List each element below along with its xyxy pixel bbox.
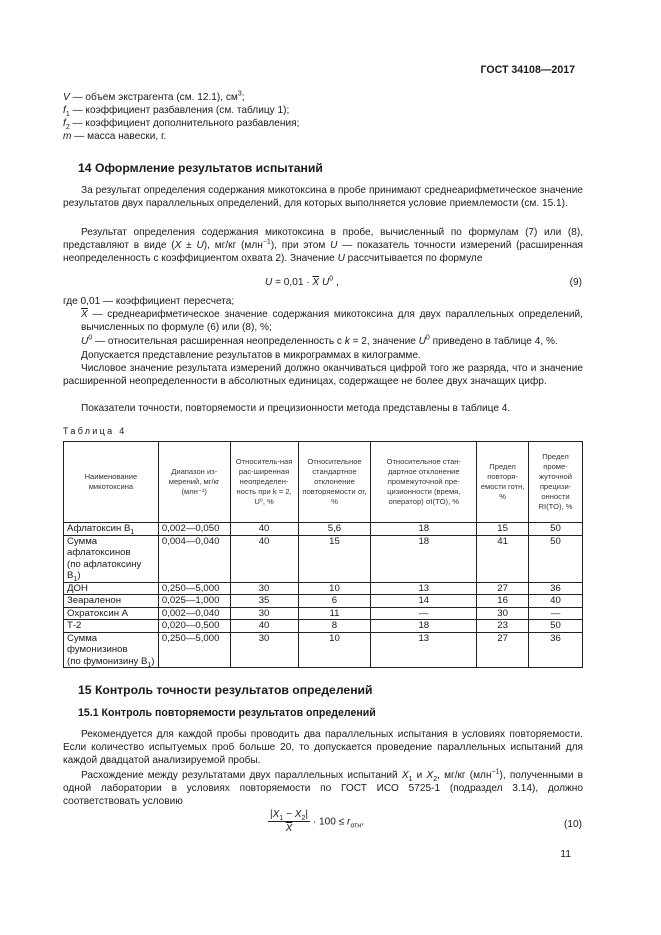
page-number: 11 [560, 849, 571, 860]
where-x: $\overline{X}$ — среднеарифметическое значение содержания микотоксина для двух параллельных определений, вычисленных по формуле (6) или (8), %; [81, 309, 583, 334]
cell-range: 0,002—0,050 [158, 523, 230, 536]
cell-si: 18 [371, 535, 477, 582]
section-15-p2: Расхождение между результатами двух параллельных испытаний $X_1$ и $X_2$, мг/кг (млн$^{-1}$), полученными в одной лаборатории в условиях повторяемости по ГОСТ ИСО 5725-1 (подраздел 3.14), должно соответствовать условию [63, 768, 584, 808]
section-14-p3: Допускается представление результатов в микрограммах в килограмме. [81, 350, 421, 361]
header-range: Диапазон из-мерений, мг/кг (млн⁻¹) [158, 442, 230, 523]
where-coef: где 0,01 — коэффициент пересчета; [63, 296, 235, 307]
table-row [64, 607, 583, 620]
variable-list [63, 91, 583, 143]
cell-range: 0,025—1,000 [158, 595, 230, 608]
cell-u: 40 [230, 620, 298, 633]
cell-r: 27 [477, 632, 529, 668]
table-4 [63, 441, 583, 668]
table-row [64, 523, 583, 536]
header-si: Относительное стан-дартное отклонение промежуточной пре-цизионности (время, оператор) σI(TO), % [371, 442, 477, 523]
cell-sr: 10 [298, 582, 371, 595]
cell-si: 13 [371, 632, 477, 668]
section-15-title: 15 Контроль точности результатов определений [78, 683, 373, 697]
cell-range: 0,002—0,040 [158, 607, 230, 620]
cell-name: ДОН [64, 582, 159, 595]
cell-range: 0,004—0,040 [158, 535, 230, 582]
formula-9-number: (9) [569, 277, 582, 288]
cell-name: Афлатоксин $B_1$ [64, 523, 159, 536]
cell-r: 15 [477, 523, 529, 536]
section-14-title: 14 Оформление результатов испытаний [78, 161, 323, 175]
section-14-p4: Числовое значение результата измерений должно оканчиваться цифрой того же разряда, что и значение расширенной неопределенности в абсолютных единицах, содержащее не более двух значащих цифр. [63, 363, 583, 388]
cell-sr: 8 [298, 620, 371, 633]
cell-sr: 11 [298, 607, 371, 620]
var-v: V — объем экстрагента (см. 12.1), $см^3$; [63, 90, 245, 103]
var-f2: $f_2$ — коэффициент дополнительного разбавления; [63, 118, 300, 132]
table-row [64, 595, 583, 608]
section-14-p1: За результат определения содержания микотоксина в пробе принимают среднеарифметическое значение результатов двух параллельных определений, для которых выполняется условие приемлемости (см. 15.1). [63, 185, 583, 210]
cell-u: 35 [230, 595, 298, 608]
section-15-1-title: 15.1 Контроль повторяемости результатов определений [78, 707, 376, 719]
cell-r: 23 [477, 620, 529, 633]
cell-si: 14 [371, 595, 477, 608]
cell-R: 50 [529, 523, 583, 536]
formula-9: $U = 0,01 \cdot \overline{X}$ $U^0$ , [265, 275, 339, 288]
cell-r: 41 [477, 535, 529, 582]
cell-r: 27 [477, 582, 529, 595]
table-row [64, 632, 583, 668]
standard-header: ГОСТ 34108—2017 [480, 64, 575, 76]
formula-10: $\frac{|X_1 - X_2|}{X}$ · $100 \le r_{отн}$, [270, 809, 365, 835]
cell-name: Сумма афлатоксинов (по афлатоксину $B_1$) [64, 535, 159, 582]
cell-sr: 10 [298, 632, 371, 668]
cell-u: 30 [230, 607, 298, 620]
cell-si: 13 [371, 582, 477, 595]
cell-name: Т-2 [64, 620, 159, 633]
header-name: Наименование микотоксина [64, 442, 159, 523]
var-m: m — масса навески, г. [63, 131, 167, 142]
cell-name: Охратоксин А [64, 607, 159, 620]
cell-R: — [529, 607, 583, 620]
formula-10-number: (10) [564, 819, 582, 830]
cell-range: 0,250—5,000 [158, 632, 230, 668]
cell-r: 30 [477, 607, 529, 620]
cell-R: 36 [529, 582, 583, 595]
cell-u: 30 [230, 582, 298, 595]
section-15-p1: Рекомендуется для каждой пробы проводить два параллельных испытания в условиях повторяемости. Если количество испытуемых проб больше 20, то допускается проведение параллельных испытаний для каждой двадцатой анализируемой пробы. [63, 729, 583, 767]
cell-u: 40 [230, 523, 298, 536]
cell-R: 36 [529, 632, 583, 668]
cell-r: 16 [477, 595, 529, 608]
cell-u: 40 [230, 535, 298, 582]
table-row [64, 620, 583, 633]
cell-R: 50 [529, 535, 583, 582]
section-14-p5: Показатели точности, повторяемости и прецизионности метода представлены в таблице 4. [81, 403, 511, 414]
formula-10-fraction: $\frac{|X_1 - X_2|}{X}$ [270, 809, 309, 835]
cell-sr: 5,6 [298, 523, 371, 536]
header-r: Предел повторя-емости rотн, % [477, 442, 529, 523]
header-uncertainty: Относитель-ная рас-ширенная неопределен-ность при k = 2, U⁰, % [230, 442, 298, 523]
header-sr: Относительное стандартное отклонение повторяемости σr, % [298, 442, 371, 523]
cell-name: Сумма фумонизинов (по фумонизину $B_1$) [64, 632, 159, 668]
cell-R: 50 [529, 620, 583, 633]
cell-name: Зеараленон [64, 595, 159, 608]
where-u: $U^0$ — относительная расширенная неопределенность с k = 2, значение $U^0$ приведено в таблице 4, %. [81, 334, 558, 347]
table-4-caption: Таблица 4 [63, 426, 127, 436]
cell-si: 18 [371, 620, 477, 633]
cell-range: 0,020—0,500 [158, 620, 230, 633]
cell-si: — [371, 607, 477, 620]
section-14-p2: Результат определения содержания микотоксина в пробе, вычисленный по формулам (7) или (8), представляют в виде (X ± U), мг/кг (млн$^{-1}$), при этом U — показатель точности измерений (расширенная неопределенность с коэффициентом охвата 2). Значение U рассчитывается по формуле [63, 227, 583, 265]
cell-range: 0,250—5,000 [158, 582, 230, 595]
table-header-row [64, 442, 583, 523]
var-f1: $f_1$ — коэффициент разбавления (см. таблицу 1); [63, 105, 290, 119]
table-row [64, 535, 583, 582]
cell-R: 40 [529, 595, 583, 608]
header-R: Предел проме-жуточной прецизи-онности RI(TO), % [529, 442, 583, 523]
cell-sr: 15 [298, 535, 371, 582]
cell-u: 30 [230, 632, 298, 668]
table-row [64, 582, 583, 595]
cell-sr: 6 [298, 595, 371, 608]
cell-si: 18 [371, 523, 477, 536]
